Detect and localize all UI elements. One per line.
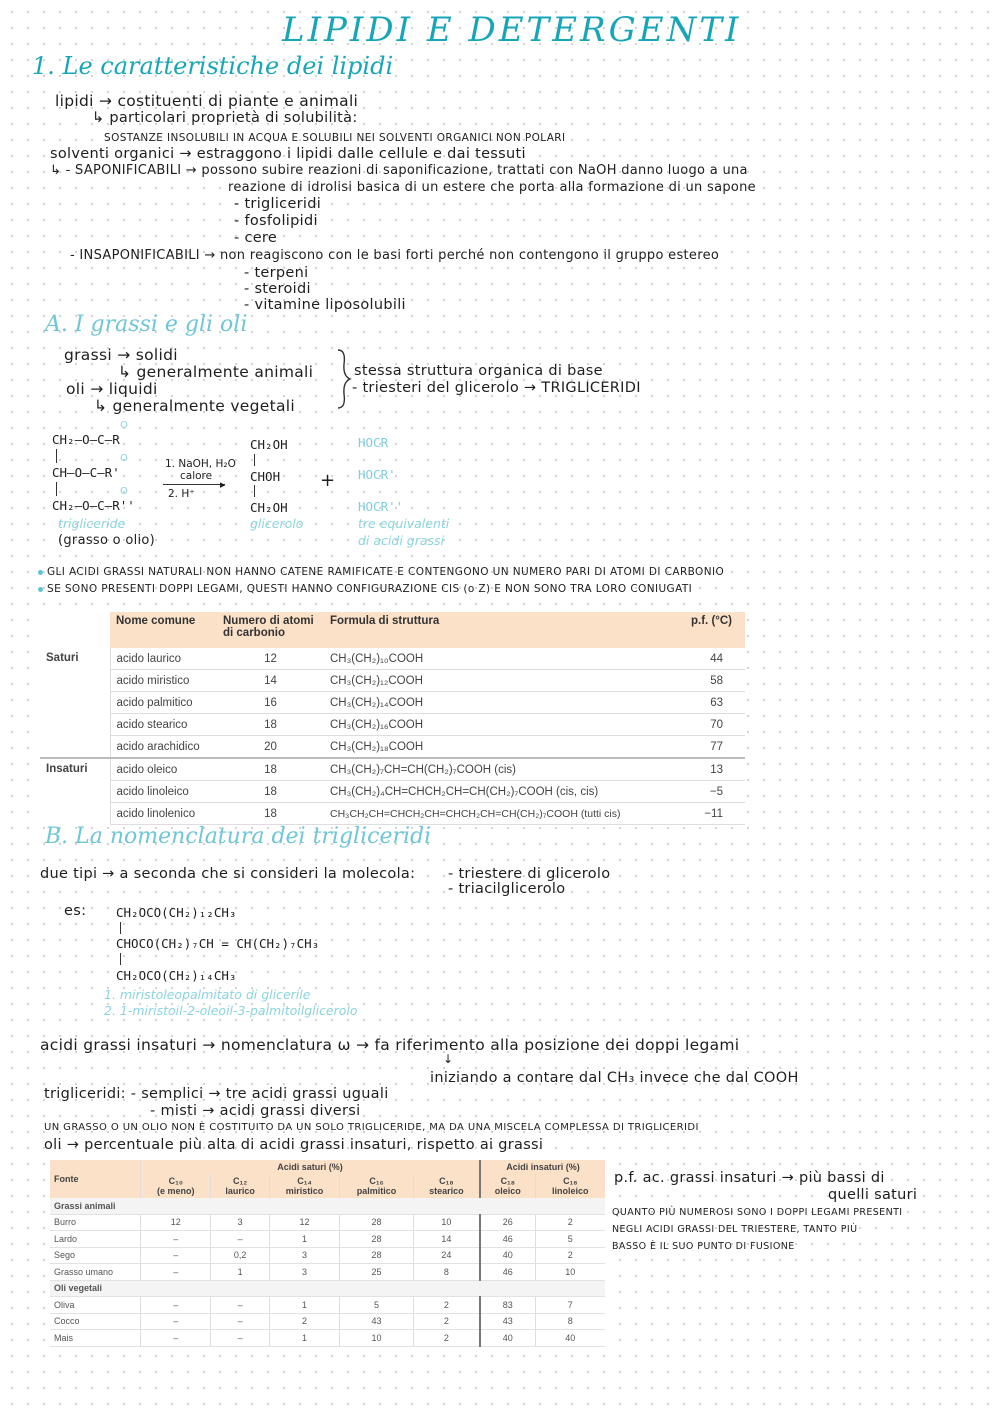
- table-row: Oliva – – 1 5 2 83 7: [50, 1297, 605, 1314]
- chem-line: HOCR: [358, 435, 389, 450]
- text-line: lipidi → costituenti di piante e animali: [55, 92, 359, 110]
- text-line: - triesteri del glicerolo → TRIGLICERIDI: [352, 380, 641, 396]
- section-row: Grassi animali: [50, 1198, 605, 1214]
- label-glicerolo: glicerolo: [250, 516, 304, 531]
- text-line: UN GRASSO O UN OLIO NON È COSTITUITO DA UN SOLO TRIGLICERIDE, MA DA UNA MISCELA COMPLESSA DI TRIGLICERIDI: [44, 1122, 699, 1133]
- brace-icon: [334, 348, 352, 410]
- table-header: Formula di struttura: [324, 612, 685, 648]
- table-header: [40, 612, 110, 648]
- col-header: C₁₀ (e meno): [141, 1174, 211, 1198]
- table-row: [40, 736, 745, 759]
- cell-name: acido palmitico: [110, 692, 217, 714]
- cell-formula: CH₃(CH₂)₄CH=CHCH₂CH=CH(CH₂)₇COOH (cis, cis): [324, 781, 685, 803]
- cell-name: acido laurico: [110, 648, 217, 670]
- text-line: - vitamine liposolubili: [244, 297, 406, 313]
- cell-name: acido miristico: [110, 670, 217, 692]
- text-line: - terpeni: [244, 265, 309, 281]
- cell-formula: CH₃CH₂CH=CHCH₂CH=CHCH₂CH=CH(CH₂)₇COOH (tutti cis): [324, 803, 685, 825]
- text-line: ↳ particolari proprietà di solubilità:: [92, 110, 358, 126]
- chem-line: CHOCO(CH₂)₇CH = CH(CH₂)₇CH₃: [116, 936, 320, 951]
- cell-carbon: 16: [217, 692, 324, 714]
- text-line: grassi → solidi: [64, 346, 178, 364]
- table-header: Acidi insaturi (%): [480, 1160, 605, 1174]
- chem-line: CH₂OCO(CH₂)₁₄CH₃: [116, 968, 237, 983]
- table-header: Acidi saturi (%): [141, 1160, 480, 1174]
- table-header: Numero di atomi di carbonio: [217, 612, 324, 648]
- bond-line: [56, 482, 57, 496]
- col-header: C₁₈ stearico: [413, 1174, 480, 1198]
- table-header: Fonte: [50, 1160, 141, 1198]
- section-b-heading: B. La nomenclatura dei trigliceridi: [45, 824, 432, 849]
- table-row: Cocco – – 2 43 2 43 8: [50, 1313, 605, 1330]
- chem-line: CH₂–O–C–R'': [52, 498, 135, 513]
- col-header: C₁₈ oleico: [480, 1174, 535, 1198]
- cell-formula: CH₃(CH₂)₁₂COOH: [324, 670, 685, 692]
- cell-pf: 58: [685, 670, 745, 692]
- cell-pf: 13: [685, 758, 745, 781]
- bond-line: [254, 485, 255, 497]
- cell-formula: CH₃(CH₂)₁₀COOH: [324, 648, 685, 670]
- cell-formula: CH₃(CH₂)₁₈COOH: [324, 736, 685, 759]
- section-a-heading: A. I grassi e gli oli: [45, 312, 248, 337]
- arrow-down-icon: ↓: [443, 1052, 454, 1066]
- chem-line: CH₂OH: [250, 500, 288, 515]
- col-header: C₁₂ laurico: [211, 1174, 269, 1198]
- bullet-text: GLI ACIDI GRASSI NATURALI NON HANNO CATENE RAMIFICATE E CONTENGONO UN NUMERO PARI DI ATOMI DI CARBONIO: [47, 566, 725, 578]
- section-row: Oli vegetali: [50, 1280, 605, 1297]
- text-line: iniziando a contare dal CH₃ invece che dal COOH: [430, 1070, 799, 1086]
- bullet-icon: [38, 587, 43, 592]
- text-line: ↳ generalmente animali: [118, 363, 314, 381]
- reagent-text: 2. H⁺: [168, 488, 195, 500]
- table-header: Nome comune: [110, 612, 217, 648]
- composition-table: [50, 1160, 605, 1347]
- text-line: due tipi → a seconda che si consideri la molecola:: [40, 866, 416, 882]
- chem-line: CHOH: [250, 469, 281, 484]
- group-label: Saturi: [40, 648, 110, 758]
- cell-pf: 63: [685, 692, 745, 714]
- carbonyl-o: O: [120, 486, 128, 497]
- cell-pf: 77: [685, 736, 745, 759]
- text-line: SOSTANZE INSOLUBILI IN ACQUA E SOLUBILI NEI SOLVENTI ORGANICI NON POLARI: [104, 132, 566, 144]
- text-line: oli → percentuale più alta di acidi grassi insaturi, rispetto ai grassi: [44, 1137, 544, 1153]
- text-line: 1. miristoleopalmitato di glicerile: [104, 987, 311, 1002]
- cell-pf: −11: [685, 803, 745, 825]
- cell-pf: 70: [685, 714, 745, 736]
- text-line: - triestere di glicerolo: [448, 866, 611, 882]
- text-line: oli → liquidi: [66, 380, 158, 398]
- text-line: ↳ generalmente vegetali: [94, 397, 295, 415]
- table-row: [40, 648, 745, 670]
- bond-line: [254, 454, 255, 466]
- table-header: p.f. (°C): [685, 612, 745, 648]
- side-note-line: QUANTO PIÙ NUMEROSI SONO I DOPPI LEGAMI PRESENTI: [612, 1207, 903, 1218]
- cell-formula: CH₃(CH₂)₇CH=CH(CH₂)₇COOH (cis): [324, 758, 685, 781]
- carbonyl-o: O: [120, 453, 128, 464]
- label-grasso-olio: (grasso o olio): [58, 533, 156, 548]
- cell-name: acido arachidico: [110, 736, 217, 759]
- table-row: Lardo – – 1 28 14 46 5: [50, 1231, 605, 1248]
- label-acidi: tre equivalenti: [358, 516, 450, 531]
- chem-line: CH–O–C–R': [52, 465, 120, 480]
- side-note-line: quelli saturi: [828, 1187, 918, 1203]
- text-line: 2. 1-miristoil-2-oleoil-3-palmitoilglicerolo: [104, 1003, 358, 1018]
- chem-line: CH₂OH: [250, 437, 288, 452]
- section-1-heading: 1. Le caratteristiche dei lipidi: [32, 52, 394, 80]
- reagent-text: calore: [180, 470, 213, 482]
- cell-name: acido linolenico: [110, 803, 217, 825]
- chem-line: CH₂–O–C–R: [52, 432, 120, 447]
- text-line: - fosfolipidi: [234, 213, 318, 229]
- bullet-icon: [38, 570, 43, 575]
- text-line: reazione di idrolisi basica di un estere che porta alla formazione di un sapone: [228, 180, 756, 195]
- cell-carbon: 18: [217, 781, 324, 803]
- cell-carbon: 18: [217, 714, 324, 736]
- plus-sign: +: [320, 470, 336, 491]
- cell-carbon: 18: [217, 803, 324, 825]
- text-line: - steroidi: [244, 281, 311, 297]
- cell-name: acido linoleico: [110, 781, 217, 803]
- fatty-acids-table: [40, 612, 745, 825]
- text-line: - trigliceridi: [234, 196, 322, 212]
- col-header: C₁₄ miristico: [269, 1174, 339, 1198]
- cell-formula: CH₃(CH₂)₁₆COOH: [324, 714, 685, 736]
- cell-pf: 44: [685, 648, 745, 670]
- group-label: Insaturi: [40, 758, 110, 825]
- cell-name: acido oleico: [110, 758, 217, 781]
- table-row: [40, 670, 745, 692]
- side-note-line: NEGLI ACIDI GRASSI DEL TRIESTERE, TANTO PIÙ: [612, 1224, 858, 1235]
- text-line: trigliceridi: - semplici → tre acidi grassi uguali: [44, 1086, 389, 1102]
- text-line: es:: [64, 903, 87, 919]
- label-acidi: di acidi grassi: [358, 533, 444, 548]
- table-row: Grasso umano – 1 3 25 8 46 10: [50, 1264, 605, 1281]
- bond-line: [120, 953, 121, 965]
- text-line: - INSAPONIFICABILI → non reagiscono con le basi forti perché non contengono il gruppo estereo: [70, 248, 720, 263]
- cell-carbon: 14: [217, 670, 324, 692]
- side-note-line: p.f. ac. grassi insaturi → più bassi di: [614, 1170, 885, 1186]
- cell-carbon: 20: [217, 736, 324, 759]
- side-note-line: BASSO È IL SUO PUNTO DI FUSIONE: [612, 1241, 795, 1252]
- text-line: stessa struttura organica di base: [354, 363, 603, 379]
- table-row: Sego – 0,2 3 28 24 40 2: [50, 1247, 605, 1264]
- text-line: - misti → acidi grassi diversi: [150, 1103, 361, 1119]
- chem-line: CH₂OCO(CH₂)₁₂CH₃: [116, 905, 237, 920]
- bond-line: [120, 922, 121, 934]
- table-row: [40, 803, 745, 825]
- text-line: ↳ - SAPONIFICABILI → possono subire reazioni di saponificazione, trattati con NaOH danno luogo a una: [50, 163, 748, 178]
- cell-carbon: 12: [217, 648, 324, 670]
- page-title: LIPIDI E DETERGENTI: [282, 10, 742, 50]
- chem-line: HOCR'': [358, 499, 404, 514]
- table-row: [40, 781, 745, 803]
- text-line: - triacilglicerolo: [448, 881, 566, 897]
- table-row: Mais – – 1 10 2 40 40: [50, 1330, 605, 1347]
- arrow-head-icon: ▸: [220, 478, 226, 491]
- chem-line: HOCR': [358, 467, 396, 482]
- text-line: solventi organici → estraggono i lipidi dalle cellule e dai tessuti: [50, 146, 526, 162]
- text-line: acidi grassi insaturi → nomenclatura ω → fa riferimento alla posizione dei doppi legami: [40, 1036, 740, 1054]
- table-row: [40, 758, 745, 781]
- table-row: Burro 12 3 12 28 10 26 2: [50, 1214, 605, 1231]
- cell-carbon: 18: [217, 758, 324, 781]
- bullet-text: SE SONO PRESENTI DOPPI LEGAMI, QUESTI HANNO CONFIGURAZIONE CIS (o Z) E NON SONO TRA LORO CONIUGATI: [47, 583, 693, 595]
- carbonyl-o: O: [120, 420, 128, 431]
- cell-formula: CH₃(CH₂)₁₄COOH: [324, 692, 685, 714]
- reaction-arrow: [163, 484, 225, 485]
- table-row: [40, 692, 745, 714]
- table-row: [40, 714, 745, 736]
- col-header: C₁₈ linoleico: [535, 1174, 605, 1198]
- cell-pf: −5: [685, 781, 745, 803]
- text-line: - cere: [234, 230, 278, 246]
- bond-line: [56, 449, 57, 463]
- reagent-text: 1. NaOH, H₂O: [165, 458, 236, 470]
- col-header: C₁₆ palmitico: [340, 1174, 413, 1198]
- cell-name: acido stearico: [110, 714, 217, 736]
- label-trigliceride: trigliceride: [58, 516, 126, 531]
